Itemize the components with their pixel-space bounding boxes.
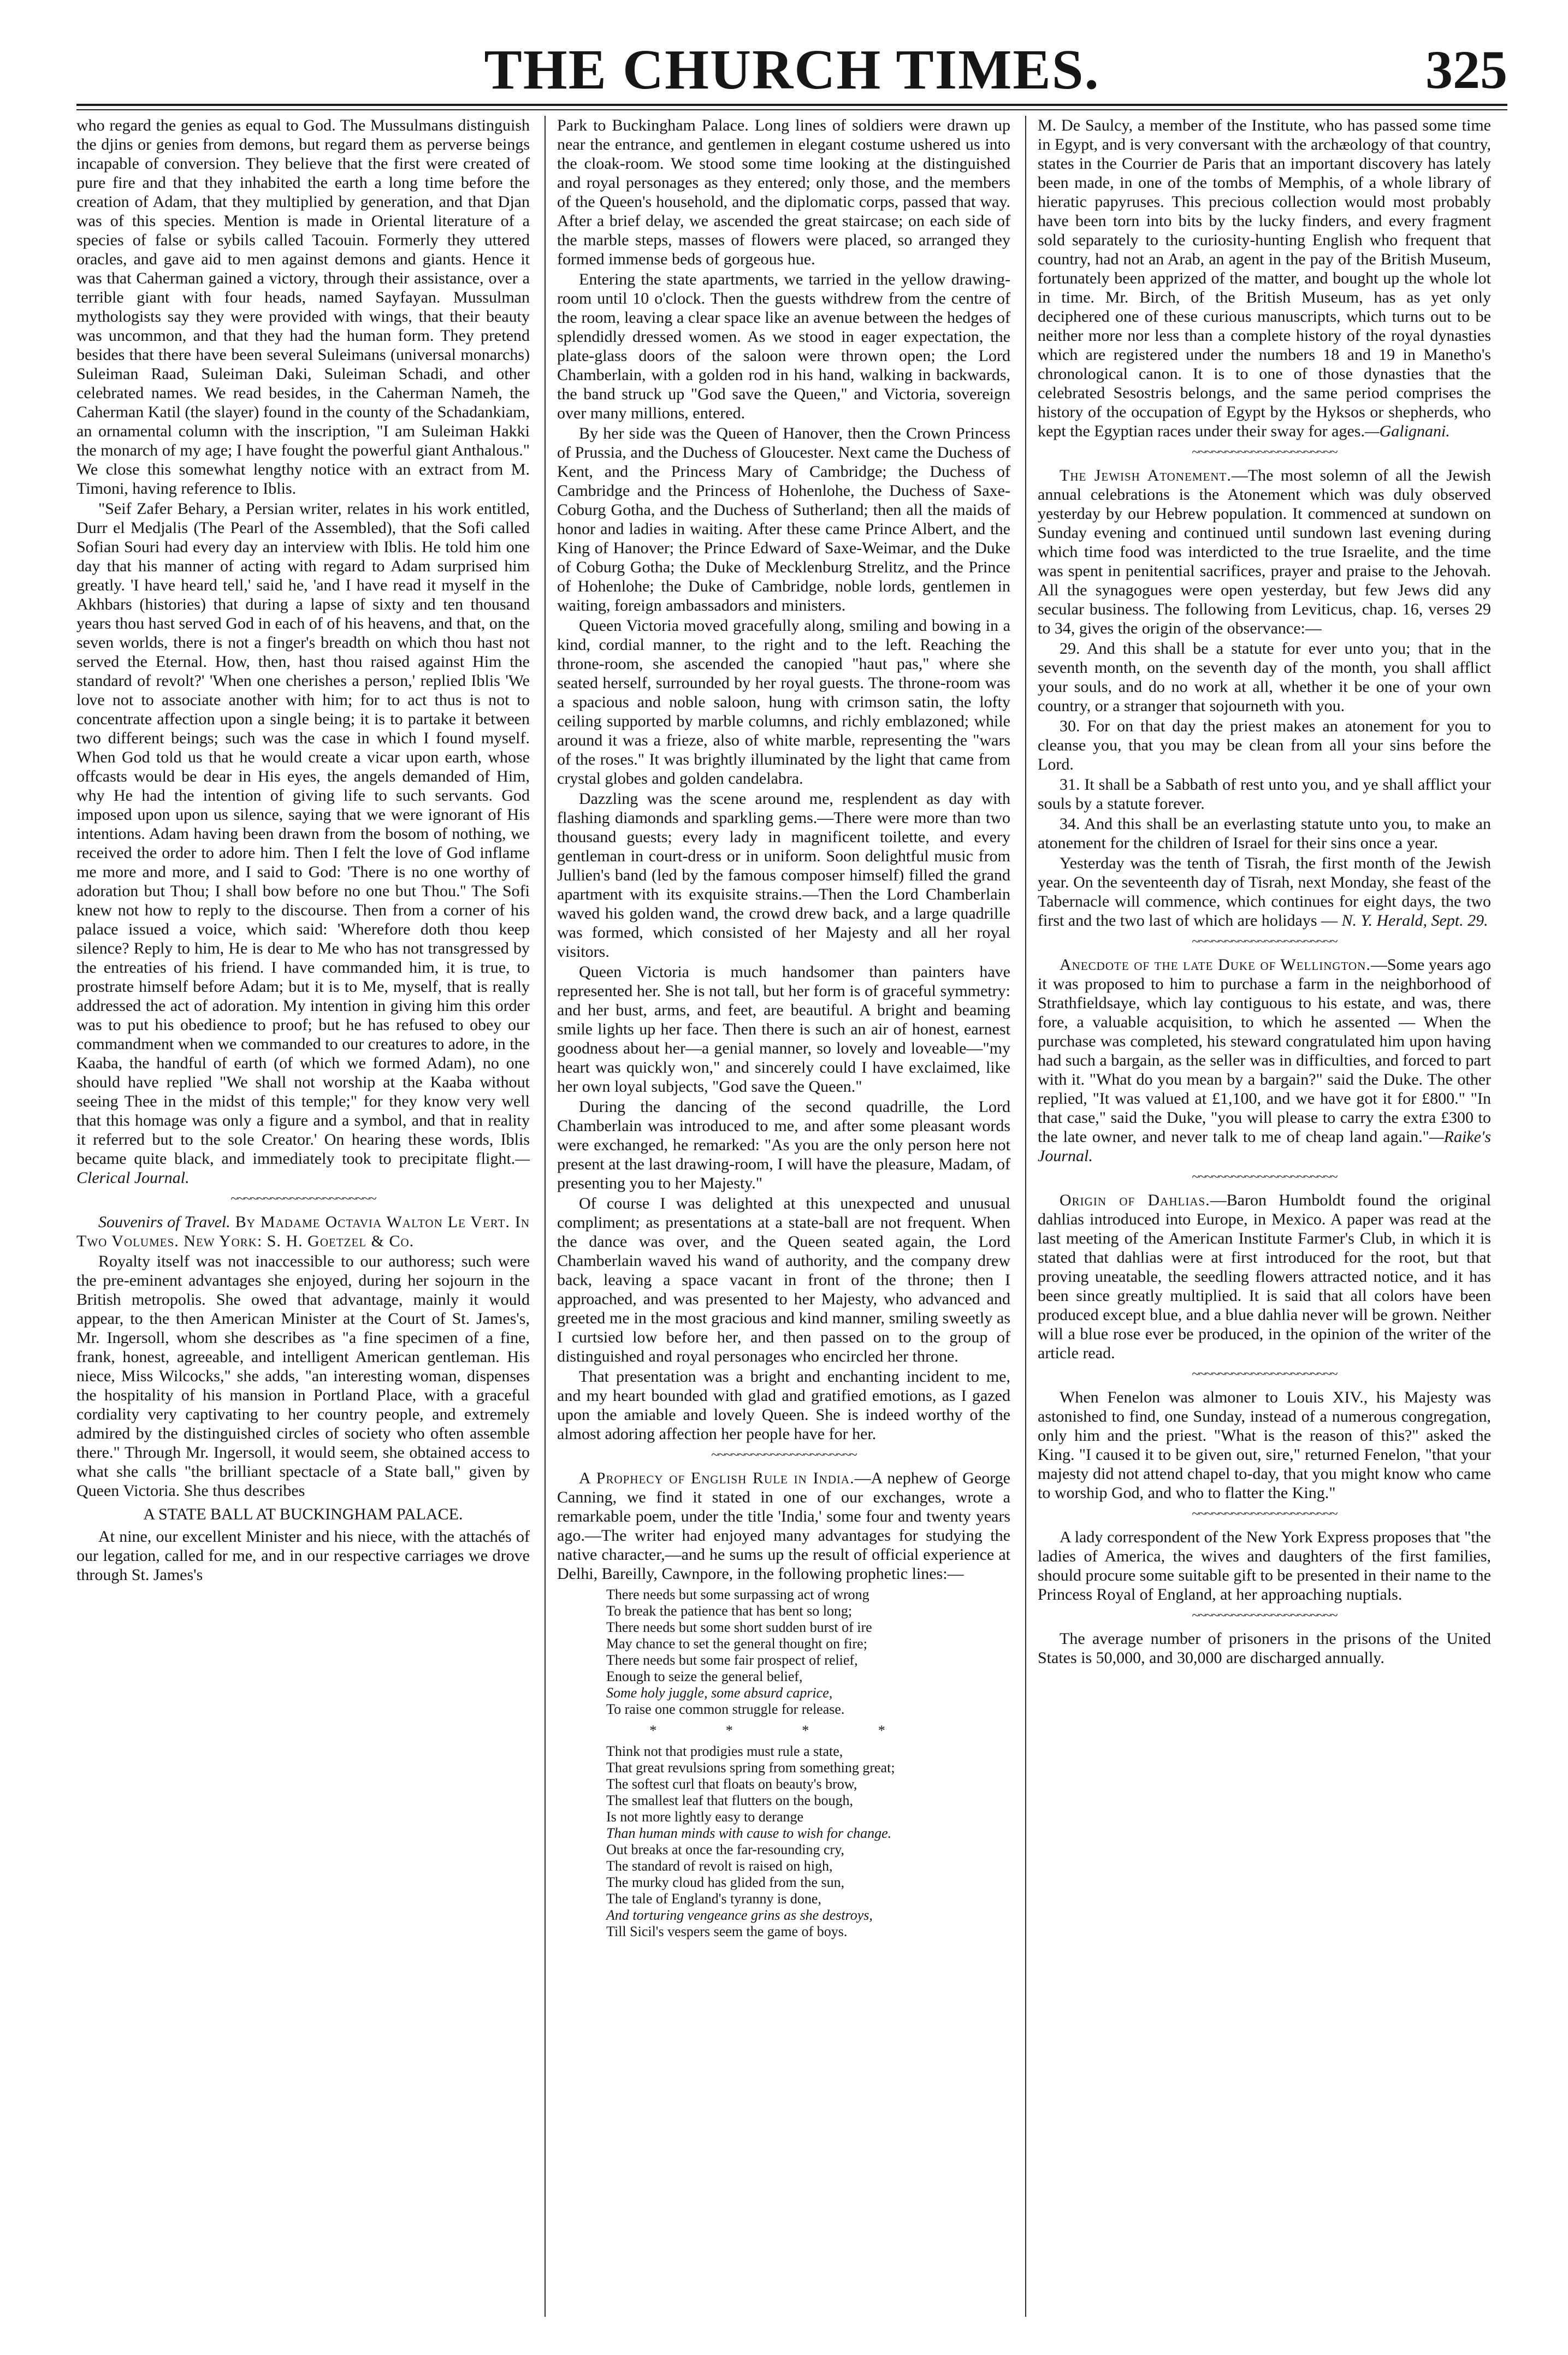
column-1 [76, 116, 530, 2322]
article-divider: ~~~~~~~~~~~~~~~~~~~~~~ [1192, 1607, 1337, 1623]
poem-stanza-1 [606, 1587, 1010, 1718]
poem-line: The smallest leaf that flutters on the bough, [606, 1792, 853, 1808]
poem-line: Think not that prodigies must rule a state, [606, 1743, 843, 1759]
state-ball-paragraph: Of course I was delighted at this unexpected and unusual compliment; as presentations at a state-ball are not frequent. When the dance was over, and the Queen seated again, the Lord Chamberlain waved his wand of authority, and the company drew back, leaving a space vacant in front of the throne; then I approached, and was presented to her Majesty, who advanced and greeted me in the most gracious and kind manner, smiling sweetly as I curtsied low before her, and then passed on to the group of distinguished and royal personages who encircled her throne. [557, 1194, 1010, 1365]
book-details: By Madame Octavia Walton Le Vert. In Two Volumes. New York: S. H. Goetzel & Co. [76, 1213, 530, 1250]
prisoners-paragraph: The average number of prisoners in the prisons of the United States is 50,000, and 30,000 are discharged annually. [1038, 1630, 1491, 1667]
express-paragraph: A lady correspondent of the New York Express proposes that "the ladies of America, the wives and daughters of the first families, should procure some suitable gift to be presented in their name to the Princess Royal of England, at her approaching nuptials. [1038, 1528, 1491, 1603]
poem-line: That great revulsions spring from something great; [606, 1760, 895, 1776]
prophecy-text: —A nephew of George Canning, we find it stated in one of our exchanges, wrote a remarkable poem, under the title 'India,' some four and twenty years ago.—The writer had enjoyed many advantages for studying the native character,—and he sums up the result of official experience at Delhi, Bareilly, Cawnpore, in the following prophetic lines:— [557, 1469, 1010, 1583]
scripture-verse: 31. It shall be a Sabbath of rest unto you, and ye shall afflict your souls by a statute forever. [1038, 776, 1491, 813]
paragraph-text: Yesterday was the tenth of Tisrah, the first month of the Jewish year. On the seventeenth day of Tisrah, next Monday, she feast of the Tabernacle will commence, which continues for eight days, the two first and the two last of which are holidays — [1038, 854, 1491, 930]
article-divider: ~~~~~~~~~~~~~~~~~~~~~~ [1192, 444, 1337, 460]
poem-line: There needs but some surpassing act of wrong [606, 1587, 869, 1602]
scripture-verse: 29. And this shall be a statute for ever unto you; that in the seventh month, on the seventh day of the month, you shall afflict your souls, and do no work at all, whether it be one of your own country, or a stranger that sojourneth with you. [1038, 640, 1491, 715]
source-credit: —Galignani. [1364, 422, 1450, 440]
poem-line: The softest curl that floats on beauty's brow, [606, 1776, 857, 1792]
wellington-heading: Anecdote of the late Duke of Wellington. [1060, 956, 1371, 974]
book-review-heading [76, 1212, 530, 1251]
state-ball-paragraph: Dazzling was the scene around me, resplendent as day with flashing diamonds and sparkling gems.—There were more than two thousand guests; every lady in magnificent toilette, and every gentleman in court-dress or in uniform. Soon delightful music from Jullien's band (led by the famous composer himself) filled the grand apartment with its exquisite strains.—Then the Lord Chamberlain waved his golden wand, the crowd drew back, and a large quadrille was formed, which consisted of her Majesty and all her royal visitors. [557, 790, 1010, 961]
poem-line: To raise one common struggle for release. [606, 1701, 845, 1717]
poem-line: Enough to seize the general belief, [606, 1668, 803, 1684]
atonement-paragraph [1038, 466, 1491, 638]
poem-line: The standard of revolt is raised on high, [606, 1858, 833, 1874]
poem-line: Till Sicil's vespers seem the game of boys. [606, 1924, 848, 1939]
article-divider: ~~~~~~~~~~~~~~~~~~~~~~ [230, 1191, 376, 1206]
prophecy-paragraph [557, 1469, 1010, 1583]
poem-stanza-2 [606, 1743, 1010, 1940]
atonement-paragraph [1038, 854, 1491, 930]
masthead-rule [76, 109, 1507, 110]
poem-line: There needs but some short sudden burst of ire [606, 1619, 872, 1635]
poem-line: May chance to set the general thought on fire; [606, 1636, 867, 1652]
page-number: 325 [1425, 39, 1507, 100]
newspaper-title: THE CHURCH TIMES. [484, 38, 1100, 101]
article-divider: ~~~~~~~~~~~~~~~~~~~~~~ [1192, 933, 1337, 949]
atonement-heading: The Jewish Atonement. [1060, 466, 1232, 484]
fenelon-paragraph: When Fenelon was almoner to Louis XIV., his Majesty was astonished to find, one Sunday, instead of a numerous congregation, only him and the priest. "What is the reason of this?" asked the King. "I caused it to be given out, sire," returned Fenelon, "that your majesty did not attend chapel to-day, that you might know who came to worship God, and who to flatter the King." [1038, 1388, 1491, 1502]
poem-line: Is not more lightly easy to derange [606, 1809, 804, 1825]
book-review-paragraph: At nine, our excellent Minister and his niece, with the attachés of our legation, called for me, and in our respective carriages we drove through St. James's [76, 1528, 530, 1584]
scripture-verse: 30. For on that day the priest makes an atonement for you to cleanse you, that you may be clean from all your sins before the Lord. [1038, 717, 1491, 773]
state-ball-paragraph: Queen Victoria is much handsomer than painters have represented her. She is not tall, but her form is of graceful symmetry: and her bust, arms, and feet, are beautiful. A bright and beaming smile lights up her face. Then there is such an air of honest, earnest goodness about her—a genial manner, so lovely and loveable—"my heart was quickly won," and sincerely could I have exclaimed, like her own loyal subjects, "God save the Queen." [557, 963, 1010, 1096]
dahlias-heading: Origin of Dahlias. [1060, 1191, 1210, 1209]
book-title: Souvenirs of Travel. [98, 1213, 230, 1231]
article-divider: ~~~~~~~~~~~~~~~~~~~~~~ [1192, 1169, 1337, 1185]
poem-line: And torturing vengeance grins as she destroys, [606, 1907, 873, 1923]
poem-line: The tale of England's tyranny is done, [606, 1891, 821, 1907]
article-divider: ~~~~~~~~~~~~~~~~~~~~~~ [1192, 1506, 1337, 1522]
column-rule-left [545, 116, 546, 2317]
dahlias-text: —Baron Humboldt found the original dahlias introduced into Europe, in Mexico. A paper was read at the last meeting of the American Institute Farmer's Club, in which it is stated that dahlias were at first introduced for the root, but that proving uneatable, the seedling flowers attracted notice, and it has been since greatly multiplied. It is said that all colors have been produced except blue, and a blue dahlia never will be grown. Neither will a blue rose ever be produced, in the opinion of the writer of the article read. [1038, 1191, 1491, 1362]
book-review-paragraph: Royalty itself was not inaccessible to our authoress; such were the pre-eminent advantages she enjoyed, during her sojourn in the British metropolis. She owed that advantage, mainly it would appear, to the then American Minister at the Court of St. James's, Mr. Ingersoll, whom she describes as "a fine specimen of a fine, frank, honest, agreeable, and intelligent American gentleman. His niece, Miss Wilcocks," she adds, "an interesting woman, dispenses the hospitality of his mansion in Portland Place, with a graceful cordiality very captivating to her country people, and extremely admired by the distinguished circles of society who often assemble there." Through Mr. Ingersoll, it would seem, she obtained access to what she calls "the brilliant spectacle of a State ball," given by Queen Victoria. She thus describes [76, 1252, 530, 1500]
wellington-text: —Some years ago it was proposed to him to purchase a farm in the neighborhood of Strathfieldsaye, which lay contiguous to his estate, and was, there fore, a valuable acquisition, to which he assented — When the purchase was completed, his steward congratulated him upon having had such a bargain, as the seller was in difficulties, and forced to part with it. "What do you mean by a bargain?" said the Duke. The other replied, "It was valued at £1,100, and we have got it for £800." "In that case," said the Duke, "you will please to carry the extra £300 to the late owner, and never talk to me of cheap land again." [1038, 956, 1491, 1146]
poem-line: To break the patience that has bent so long; [606, 1603, 853, 1619]
masthead [76, 22, 1507, 106]
source-credit: N. Y. Herald, Sept. 29. [1341, 912, 1488, 930]
papyrus-paragraph [1038, 116, 1491, 441]
stanza-separator: * * * * [649, 1723, 918, 1738]
iblis-article-paragraph [76, 499, 530, 1187]
poem-line: Than human minds with cause to wish for change. [606, 1825, 892, 1841]
article-divider: ~~~~~~~~~~~~~~~~~~~~~~ [1192, 1366, 1337, 1382]
paragraph-text: "Seif Zafer Behary, a Persian writer, relates in his work entitled, Durr el Medjalis (The Pearl of the Assembled), that the Sofi called Sofian Souri had every day an interview with Iblis. He told him one day that his manner of acting with regard to Adam surprised him greatly. 'I have heard tell,' said he, 'and I have read it myself in the Akhbars (histories) that during a lapse of sixty and ten thousand years thou hast served God in each of of his heavens, and that, on the seven worlds, there is not a finger's breadth on which thou hast not served the Eternal. How, then, hast thou raised against Him the standard of revolt?' 'When one cherishes a person,' replied Iblis 'We love not to associate another with him; for to act thus is not to concentrate affection upon a single being; it is to partake it between two different beings; such was the case in which I found myself. When God told us that he would create a vicar upon earth, whose offcasts would be dear in His eyes, the angels demanded of Him, why He had the intention of giving life to such servants. God imposed upon upon us silence, saying that we were ignorant of His intentions. Adam having been drawn from the bosom of nothing, we received the order to adore him. Then I felt the love of God inflame me more and more, and I said to God: 'There is no one worthy of adoration but Thou; I shall bow before no one but Thou.'' The Sofi knew not how to reply to the discourse. Then from a corner of his palace issued a voice, which said: 'Wherefore doth thou keep silence? Reply to him, He is dear to Me who has not transgressed by the entreaties of his friend. I have commanded him, it is true, to prostrate himself before Adam; but it is to Me, myself, that is really addressed the act of adoration. My intention in giving him this order was to put his obedience to proof; but he has refused to obey our commandment when we commanded to our creatures to adore, in the Kaaba, the handful of earth (of which we formed Adam), no one should have replied "We shall not worship at the Kaaba without seeing Thee in the midst of this temple;" for they know very well that this homage was only a figure and a symbol, and that in reality it referred but to the sole Creator.' On hearing these words, Iblis became quite black, and immediately took to precipitate flight. [76, 500, 530, 1168]
wellington-paragraph [1038, 955, 1491, 1165]
state-ball-paragraph: Queen Victoria moved gracefully along, smiling and bowing in a kind, cordial manner, to the right and to the left. Reaching the throne-room, she ascended the canopied "haut pas," where she seated herself, surrounded by her royal guests. The throne-room was a spacious and noble saloon, hung with crimson satin, the lofty ceiling supported by marble columns, and richly emblazoned; while around it was a frieze, also of white marble, representing the "wars of the roses." It was brightly illuminated by the light that came from crystal globes and golden candelabra. [557, 617, 1010, 788]
state-ball-paragraph: That presentation was a bright and enchanting incident to me, and my heart bounded with glad and gratified emotions, as I gazed upon the amiable and lovely Queen. She is indeed worthy of the almost adoring affection her people have for her. [557, 1368, 1010, 1443]
poem-line: The murky cloud has glided from the sun, [606, 1874, 845, 1890]
iblis-article-paragraph: who regard the genies as equal to God. The Mussulmans distinguish the djins or genies from demons, but regard them as perverse beings incapable of conversion. They believe that the first were created of pure fire and that they inhabited the earth a long time before the creation of Adam, that they multiplied by generation, and that Djan was of this species. Mention is made in Oriental literature of a species of false or sybils called Tacouin. Formerly they uttered oracles, and gave aid to men against demons and giants. Hence it was that Caherman gained a victory, through their assistance, over a terrible giant with four heads, named Sayfayan. Mussulman mythologists say they were provided with wings, that their beauty was uncommon, and that they had the human form. They pretend besides that there have been several Suleimans (universal monarchs) Suleiman Raad, Suleiman Daki, Suleiman Schadi, and other celebrated names. We read besides, in the Caherman Nameh, the Caherman Katil (the slayer) found in the county of the Schadankiam, an ornamental column with the inscription, "I am Suleiman Hakki the monarch of my age; I have fought the powerful giant Anthalous." We close this somewhat lengthy notice with an extract from M. Timoni, having reference to Iblis. [76, 116, 530, 498]
poem-line: Out breaks at once the far-resounding cry, [606, 1842, 845, 1857]
state-ball-paragraph: By her side was the Queen of Hanover, then the Crown Princess of Prussia, and the Duchess of Gloucester. Next came the Duchess of Kent, and the Princess Mary of Cambridge; the Duchess of Cambridge and the Princess of Hohenlohe, the Duchess of Saxe-Coburg Gotha, and the Duchess of Sutherland; then all the maids of honor and ladies in waiting. After these came Prince Albert, and the King of Hanover; the Prince Edward of Saxe-Weimar, and the Duke of Coburg Gotha; the Duke of Mecklenburg Strelitz, and the Prince of Hohenlohe; the Duke of Cambridge, noble lords, gentlemen in waiting, foreign ambassadors and ministers. [557, 424, 1010, 614]
source-credit: —Raike's Journal. [1038, 1128, 1491, 1165]
scripture-verse: 34. And this shall be an everlasting statute unto you, to make an atonement for the children of Israel for their sins once a year. [1038, 815, 1491, 852]
atonement-text: —The most solemn of all the Jewish annual celebrations is the Atonement which was duly observed yesterday by our Hebrew population. It commenced at sundown on Sunday evening and continued until sundown last evening during which time food was interdicted to the true Israelite, and the time was spent in penitential sacrifices, prayer and praise to the Jehovah. All the synagogues were open yesterday, but few Jews did any secular business. The following from Leviticus, chap. 16, verses 29 to 34, gives the origin of the observance:— [1038, 466, 1491, 637]
state-ball-heading: A STATE BALL AT BUCKINGHAM PALACE. [143, 1505, 463, 1523]
column-3 [1038, 116, 1491, 2322]
state-ball-paragraph: Entering the state apartments, we tarried in the yellow drawing-room until 10 o'clock. Then the guests withdrew from the centre of the room, leaving a clear space like an avenue between the hedges of splendidly dressed women. As we stood in eager expectation, the plate-glass doors of the saloon were thrown open; the Lord Chamberlain, with a golden rod in his hand, walking in backwards, the band struck up "God save the Queen," and Victoria, sovereign over many millions, entered. [557, 270, 1010, 422]
column-rule-right [1025, 116, 1026, 2317]
column-2 [557, 116, 1010, 2322]
poem-line: Some holy juggle, some absurd caprice, [606, 1685, 833, 1701]
paragraph-text: M. De Saulcy, a member of the Institute, who has passed some time in Egypt, and is very conversant with the archæology of that country, states in the Courrier de Paris that an important discovery has lately been made, in one of the tombs of Memphis, of a whole library of hieratic papyruses. This precious collection would most probably have been torn into bits by the lucky finders, and every fragment sold separately to the curiosity-hunting English who frequent that country, had not an Arab, an agent in the pay of the British Museum, fortunately been apprized of the matter, and bought up the whole lot in time. Mr. Birch, of the British Museum, has as yet only deciphered one of these curious manuscripts, which turns out to be neither more nor less than a complete history of the royal dynasties which are registered under the numbers 18 and 19 in Manetho's chronological canon. It is to one of those dynasties that the celebrated Sesostris belongs, and the same period comprises the history of the occupation of Egypt by the Hyksos or shepherds, who kept the Egyptian races under their sway for ages. [1038, 116, 1491, 440]
prophecy-heading: A Prophecy of English Rule in India. [579, 1469, 855, 1487]
poem-line: There needs but some fair prospect of relief, [606, 1652, 858, 1668]
source-credit: —Clerical Journal. [76, 1150, 530, 1187]
state-ball-paragraph: Park to Buckingham Palace. Long lines of soldiers were drawn up near the entrance, and gentlemen in elegant costume ushered us into the cloak-room. We stood some time looking at the distinguished and royal personages as they entered; only those, and the members of the Queen's household, and the diplomatic corps, passed that way. After a brief delay, we ascended the great staircase; on each side of the marble steps, masses of flowers were placed, so arranged they formed immense beds of gorgeous hue. [557, 116, 1010, 268]
state-ball-paragraph: During the dancing of the second quadrille, the Lord Chamberlain was introduced to me, and after some pleasant words were exchanged, he remarked: "As you are the only person here not present at the last drawing-room, I will have the pleasure, Madam, of presenting you to her Majesty." [557, 1098, 1010, 1192]
article-divider: ~~~~~~~~~~~~~~~~~~~~~~ [711, 1447, 856, 1463]
dahlias-paragraph [1038, 1191, 1491, 1363]
